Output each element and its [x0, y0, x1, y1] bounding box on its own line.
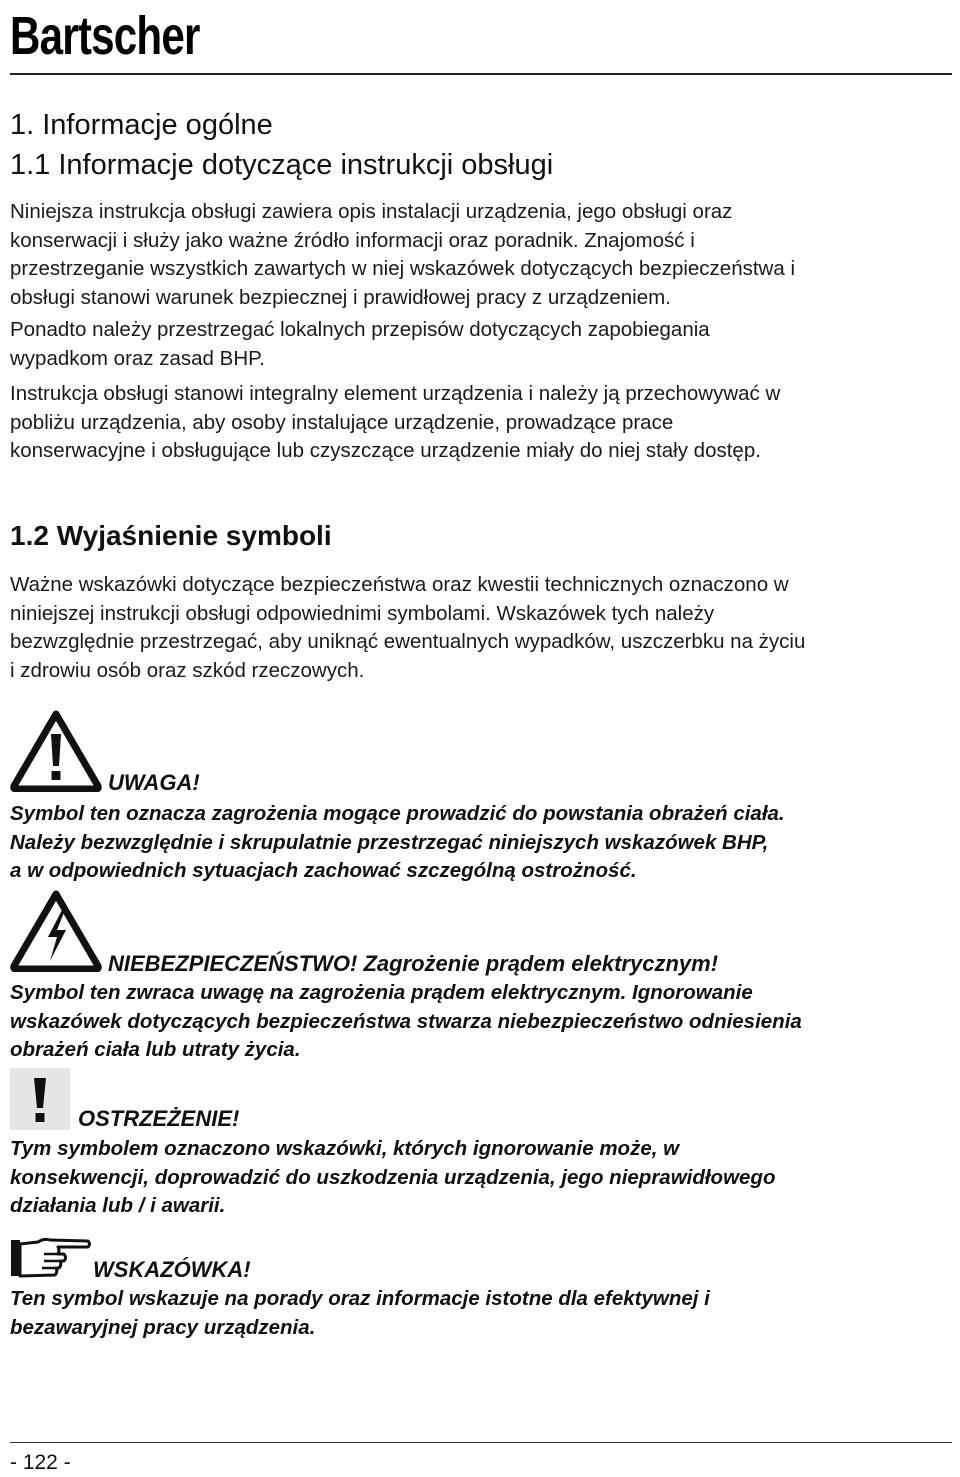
pointing-hand-icon: [10, 1234, 92, 1282]
text-line: Instrukcja obsługi stanowi integralny element urządzenia i należy ją przechowywać w: [10, 382, 781, 405]
text-line: wypadkom oraz zasad BHP.: [10, 346, 265, 370]
ostrzezenie-heading: OSTRZEŻENIE!: [78, 1106, 240, 1131]
section-1-heading: [10, 105, 553, 185]
exclamation-icon: [10, 1068, 70, 1130]
text-line: Ten symbol wskazuje na porady oraz informacje istotne dla efektywnej i: [10, 1287, 710, 1310]
text-line: bezawaryjnej pracy urządzenia.: [10, 1315, 316, 1339]
uwaga-heading: UWAGA!: [108, 770, 200, 795]
text-line: konsekwencji, doprowadzić do uszkodzenia urządzenia, jego nieprawidłowego: [10, 1165, 776, 1189]
storage-paragraph: [10, 380, 955, 466]
text-line: bezwzględnie przestrzegać, aby uniknąć ewentualnych wypadków, uszczerbku na życiu: [10, 630, 806, 653]
bhp-paragraph: [10, 316, 955, 373]
warning-triangle-icon: [10, 710, 102, 792]
text-line: Symbol ten oznacza zagrożenia mogące prowadzić do powstania obrażeń ciała.: [10, 802, 785, 825]
text-line: niniejszej instrukcji obsługi odpowiednimi symbolami. Wskazówek tych należy: [10, 601, 715, 625]
text-line: Symbol ten zwraca uwagę na zagrożenia prądem elektrycznym. Ignorowanie: [10, 981, 753, 1004]
text-line: działania lub / i awarii.: [10, 1194, 226, 1217]
footer-divider: [10, 1442, 952, 1443]
niebezpieczenstwo-body: [10, 979, 955, 1065]
text-line: wskazówek dotyczących bezpieczeństwa stwarza niebezpieczeństwo odniesienia: [10, 1009, 802, 1033]
uwaga-body: [10, 800, 955, 886]
niebezpieczenstwo-heading: NIEBEZPIECZEŃSTWO! Zagrożenie prądem elektrycznym!: [108, 951, 719, 976]
text-line: Ponadto należy przestrzegać lokalnych przepisów dotyczących zapobiegania: [10, 318, 710, 341]
text-line: i zdrowiu osób oraz szkód rzeczowych.: [10, 658, 365, 682]
text-line: Ważne wskazówki dotyczące bezpieczeństwa oraz kwestii technicznych oznaczono w: [10, 573, 789, 596]
section-1-2-title: 1.2 Wyjaśnienie symboli: [10, 520, 332, 551]
bartscher-logo: Bartscher: [10, 6, 200, 66]
intro-paragraph: [10, 198, 955, 312]
page-number: - 122 -: [10, 1451, 71, 1474]
text-line: Tym symbolem oznaczono wskazówki, których ignorowanie może, w: [10, 1137, 680, 1160]
electric-hazard-icon: [10, 890, 102, 972]
wskazowka-body: [10, 1285, 955, 1342]
ostrzezenie-body: [10, 1135, 955, 1221]
text-line: a w odpowiednich sytuacjach zachować szczególną ostrożność.: [10, 859, 637, 882]
wskazowka-heading: WSKAZÓWKA!: [93, 1257, 251, 1282]
text-line: obsługi stanowi warunek bezpiecznej i prawidłowej pracy z urządzeniem.: [10, 285, 671, 309]
symbols-intro-paragraph: [10, 571, 955, 685]
text-line: obrażeń ciała lub utraty życia.: [10, 1038, 301, 1061]
text-line: konserwacyjne i obsługujące lub czyszczące urządzenie miały do niej stały dostęp.: [10, 439, 761, 462]
text-line: pobliżu urządzenia, aby osoby instalujące urządzenie, prowadzące prace: [10, 410, 674, 434]
text-line: przestrzeganie wszystkich zawartych w niej wskazówek dotyczących bezpieczeństwa i: [10, 257, 796, 280]
section-1-1-title: 1.1 Informacje dotyczące instrukcji obsługi: [10, 149, 554, 181]
text-line: konserwacji i służy jako ważne źródło informacji oraz poradnik. Znajomość i: [10, 228, 695, 252]
page-title: 1. Informacje ogólne: [10, 109, 273, 141]
text-line: Niniejsza instrukcja obsługi zawiera opis instalacji urządzenia, jego obsługi oraz: [10, 200, 733, 223]
header-divider: [10, 73, 952, 75]
text-line: Należy bezwzględnie i skrupulatnie przestrzegać niniejszych wskazówek BHP,: [10, 830, 769, 854]
